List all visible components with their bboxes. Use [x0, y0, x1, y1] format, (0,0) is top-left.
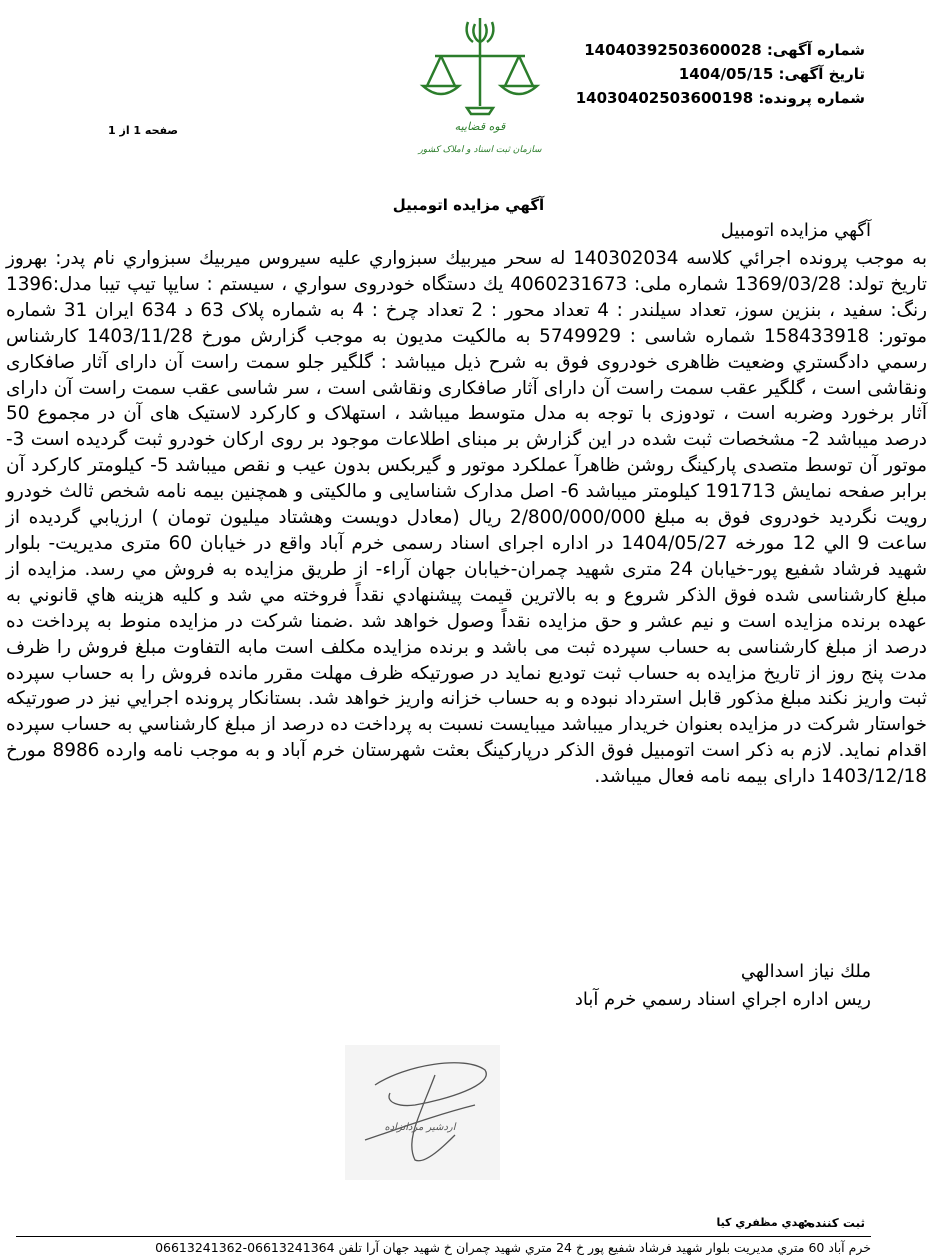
- registrar-label: ثبت كننده:: [803, 1216, 865, 1230]
- case-number-label: شماره پرونده:: [758, 89, 865, 107]
- judiciary-emblem-logo: [405, 10, 555, 160]
- emblem-caption: قوه قضاییه: [454, 120, 506, 133]
- signatory-position: ريس اداره اجراي اسناد رسمي خرم آباد: [574, 989, 871, 1010]
- emblem-org: سازمان ثبت اسناد و املاک کشور: [418, 145, 542, 155]
- handwritten-signature: [345, 1045, 500, 1180]
- ad-number-label: شماره آگهی:: [766, 41, 865, 59]
- signature-text: اردشير مردانزاده: [384, 1122, 456, 1133]
- signatory-name: ملك نياز اسدالهي: [740, 961, 871, 982]
- document-body: به موجب پرونده اجرائي كلاسه 140302034 له سحر ميربيك سبزواري عليه سيروس ميربيك سبزواري نام پدر: بهروز تاريخ تولد: 1369/03/28 شماره ملی: 4060231673 يك دستگاه خودروی سواري ، سيستم : سايپا تيپ تيبا مدل:1396 رنگ: سفيد ، بنزين سوز، تعداد سيلندر : 4 تعداد محور : 2 تعداد چرخ : 4 به شماره پلاک 63 د 634 ايران 31 شماره موتور: 158433918 شماره شاسی : 5749929 به مالكيت مديون به موجب گزارش مورخ 1403/11/28 كارشناس رسمي دادگستري وضعيت ظاهری خودروی فوق به شرح ذيل ميباشد : گلگير جلو سمت راست آن دارای آثار صافكاری ونقاشی است ، گلگير عقب سمت راست آن دارای آثار صافكاری ونقاشی است ، سر شاسی عقب سمت راست آن دارای آثار برخورد وضربه است ، تودوزی با توجه به مدل متوسط ميباشد ، استهلاک و كاركرد لاستيک های آن در مجموع 50 درصد ميباشد 2- مشخصات ثبت شده در اين گزارش بر مبنای اطلاعات موجود بر روی اركان خودرو ثبت گرديده است 3- موتور آن توسط متصدی پاركينگ روشن ظاهرآ عملكرد موتور و گيربكس بدون عيب و نقص ميباشد 5- كيلومتر كاركرد آن برابر صفحه نمايش 191713 كيلومتر ميباشد 6- اصل مدارک شناسايی و مالكيتی و همچنين بيمه نامه شخص ثالث خودرو رويت نگرديد خودروی فوق به مبلغ 2/800/000/000 ريال (معادل دويست وهشتاد ميليون تومان ) ارزيابي گرديده از ساعت 9 الي 12 مورخه 1404/05/27 در اداره اجرای اسناد رسمی خرم آباد واقع در خيابان 60 متری مديريت- بلوار شهيد فرشاد شفيع پور-خيابان 24 متری شهيد چمران-خيابان جهان آراء- از طريق مزايده به فروش مي رسد. مزايده از مبلغ كارشناسی شده فوق الذكر شروع و به بالاترين قيمت پيشنهادي نقداً فروخته مي شد و كليه هزينه هاي قانوني به عهده برنده مزايده است و نيم عشر و حق مزايده نقداً وصول خواهد شد .ضمنا شركت در مزايده منوط به پرداخت ده درصد از مبلغ كارشناسی به حساب سپرده ثبت می باشد و برنده مزايده مكلف است مابه التفاوت مبلغ فروش را ظرف مدت پنج روز از تاريخ مزايده به حساب ثبت توديع نمايد در صورتيكه ظرف مهلت مقرر مانده فروش را به حساب سپرده ثبت واريز نكند مبلغ مذكور قابل استرداد نبوده و به حساب خزانه واريز خواهد شد. بستانكار پرونده اجرايي نيز در صورتيكه خواستار شركت در مزايده بعنوان خريدار ميباشد ميبايست نسبت به پرداخت ده درصد از مبلغ كارشناسي به حساب سپرده اقدام نمايد. لازم به ذكر است اتومبيل فوق الذكر درپاركينگ بعثت شهرستان خرم آباد و به موجب نامه وارده 8986 مورخ 1403/12/18 دارای بيمه نامه فعال ميباشد.: [6, 248, 928, 788]
- footer-address: خرم آباد 60 متري مديريت بلوار شهيد فرشاد شفيع پور خ 24 متري شهيد چمران خ شهيد جهان آرا تلفن 06613241364-06613241362: [155, 1240, 871, 1255]
- document-subtitle: آگهي مزايده اتومبيل: [720, 220, 871, 241]
- ad-date: 1404/05/15: [678, 65, 774, 83]
- ad-date-label: تاریخ آگهی:: [778, 65, 865, 83]
- ad-date-row: [505, 62, 865, 86]
- ad-metadata: [505, 38, 865, 110]
- case-number-row: [505, 86, 865, 110]
- document-title: آگهي مزايده اتومبيل: [392, 196, 545, 214]
- ad-number-row: [505, 38, 865, 62]
- page-indicator: صفحه 1 از 1: [108, 124, 179, 137]
- footer-divider: [16, 1236, 871, 1237]
- ad-number: 14040392503600028: [584, 41, 762, 59]
- case-number: 14030402503600198: [575, 89, 754, 107]
- signature-block: [575, 958, 871, 1014]
- registrar-name: مهدي مظفري كيا: [716, 1216, 812, 1229]
